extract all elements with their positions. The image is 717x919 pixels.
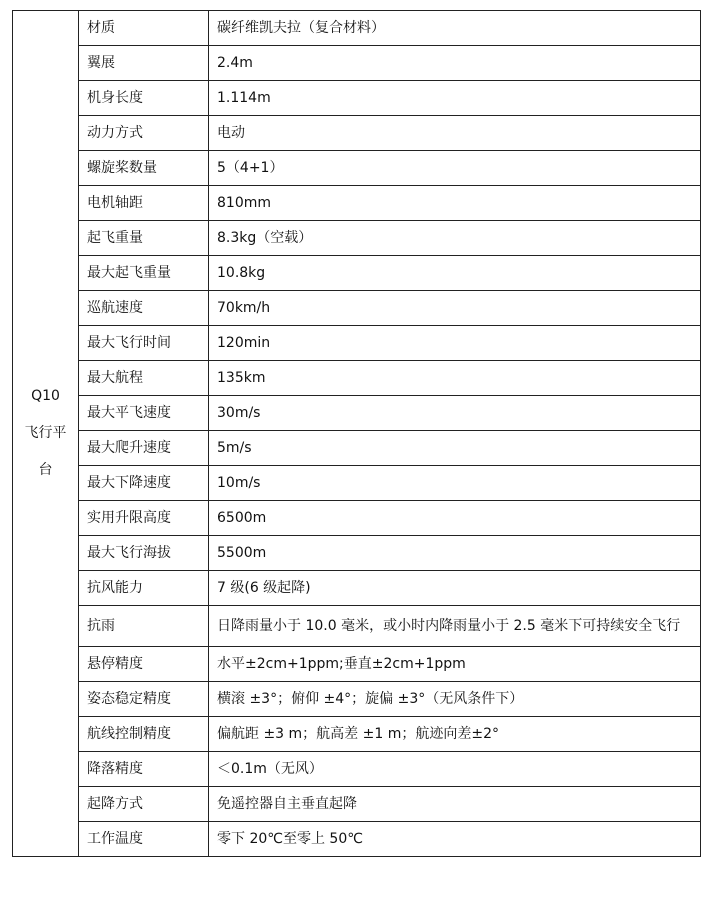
spec-label: 螺旋桨数量 — [79, 151, 209, 186]
platform-name-line: 飞行平 — [24, 425, 67, 441]
spec-value: 5（4+1） — [209, 151, 701, 186]
spec-label: 起飞重量 — [79, 221, 209, 256]
spec-label: 实用升限高度 — [79, 501, 209, 536]
table-row — [13, 647, 701, 682]
spec-value: 偏航距 ±3 m；航高差 ±1 m；航迹向差±2° — [209, 717, 701, 752]
spec-value: 电动 — [209, 116, 701, 151]
spec-label: 姿态稳定精度 — [79, 682, 209, 717]
spec-value: 120min — [209, 326, 701, 361]
spec-label: 最大爬升速度 — [79, 431, 209, 466]
table-row — [13, 326, 701, 361]
spec-value: 碳纤维凯夫拉（复合材料） — [209, 11, 701, 46]
spec-value: ＜0.1m（无风） — [209, 752, 701, 787]
spec-label: 抗雨 — [79, 606, 209, 647]
spec-value: 零下 20℃至零上 50℃ — [209, 822, 701, 857]
table-row — [13, 151, 701, 186]
table-row — [13, 571, 701, 606]
spec-label: 工作温度 — [79, 822, 209, 857]
spec-label: 抗风能力 — [79, 571, 209, 606]
table-row — [13, 752, 701, 787]
spec-label: 悬停精度 — [79, 647, 209, 682]
spec-label: 最大航程 — [79, 361, 209, 396]
spec-label: 最大飞行海拔 — [79, 536, 209, 571]
spec-value: 810mm — [209, 186, 701, 221]
spec-value: 30m/s — [209, 396, 701, 431]
table-row — [13, 291, 701, 326]
spec-label: 材质 — [79, 11, 209, 46]
spec-label: 电机轴距 — [79, 186, 209, 221]
table-row — [13, 431, 701, 466]
spec-value: 横滚 ±3°；俯仰 ±4°；旋偏 ±3°（无风条件下） — [209, 682, 701, 717]
table-row — [13, 501, 701, 536]
table-row — [13, 116, 701, 151]
spec-label: 起降方式 — [79, 787, 209, 822]
spec-label: 最大下降速度 — [79, 466, 209, 501]
table-row — [13, 682, 701, 717]
spec-value: 水平±2cm+1ppm;垂直±2cm+1ppm — [209, 647, 701, 682]
spec-label: 动力方式 — [79, 116, 209, 151]
spec-value: 10.8kg — [209, 256, 701, 291]
platform-name-cell — [13, 11, 79, 857]
table-row — [13, 256, 701, 291]
spec-label: 航线控制精度 — [79, 717, 209, 752]
table-row — [13, 46, 701, 81]
spec-value: 日降雨量小于 10.0 毫米，或小时内降雨量小于 2.5 毫米下可持续安全飞行 — [209, 606, 701, 647]
spec-value: 135km — [209, 361, 701, 396]
spec-value: 70km/h — [209, 291, 701, 326]
table-row — [13, 361, 701, 396]
spec-value: 2.4m — [209, 46, 701, 81]
spec-label: 翼展 — [79, 46, 209, 81]
table-row — [13, 822, 701, 857]
table-row — [13, 466, 701, 501]
spec-label: 最大平飞速度 — [79, 396, 209, 431]
spec-label: 机身长度 — [79, 81, 209, 116]
spec-value: 7 级(6 级起降) — [209, 571, 701, 606]
spec-value: 10m/s — [209, 466, 701, 501]
table-row — [13, 787, 701, 822]
table-row — [13, 11, 701, 46]
spec-table — [12, 10, 701, 857]
spec-value: 5500m — [209, 536, 701, 571]
spec-value: 免遥控器自主垂直起降 — [209, 787, 701, 822]
spec-label: 巡航速度 — [79, 291, 209, 326]
spec-label: 降落精度 — [79, 752, 209, 787]
table-row — [13, 606, 701, 647]
table-row — [13, 717, 701, 752]
table-row — [13, 186, 701, 221]
spec-label: 最大飞行时间 — [79, 326, 209, 361]
spec-value: 6500m — [209, 501, 701, 536]
table-row — [13, 396, 701, 431]
spec-value: 8.3kg（空载） — [209, 221, 701, 256]
platform-name-line: 台 — [38, 462, 53, 478]
table-row — [13, 536, 701, 571]
table-row — [13, 81, 701, 116]
table-row — [13, 221, 701, 256]
spec-value: 5m/s — [209, 431, 701, 466]
platform-name-line: Q10 — [31, 388, 60, 404]
spec-value: 1.114m — [209, 81, 701, 116]
spec-label: 最大起飞重量 — [79, 256, 209, 291]
